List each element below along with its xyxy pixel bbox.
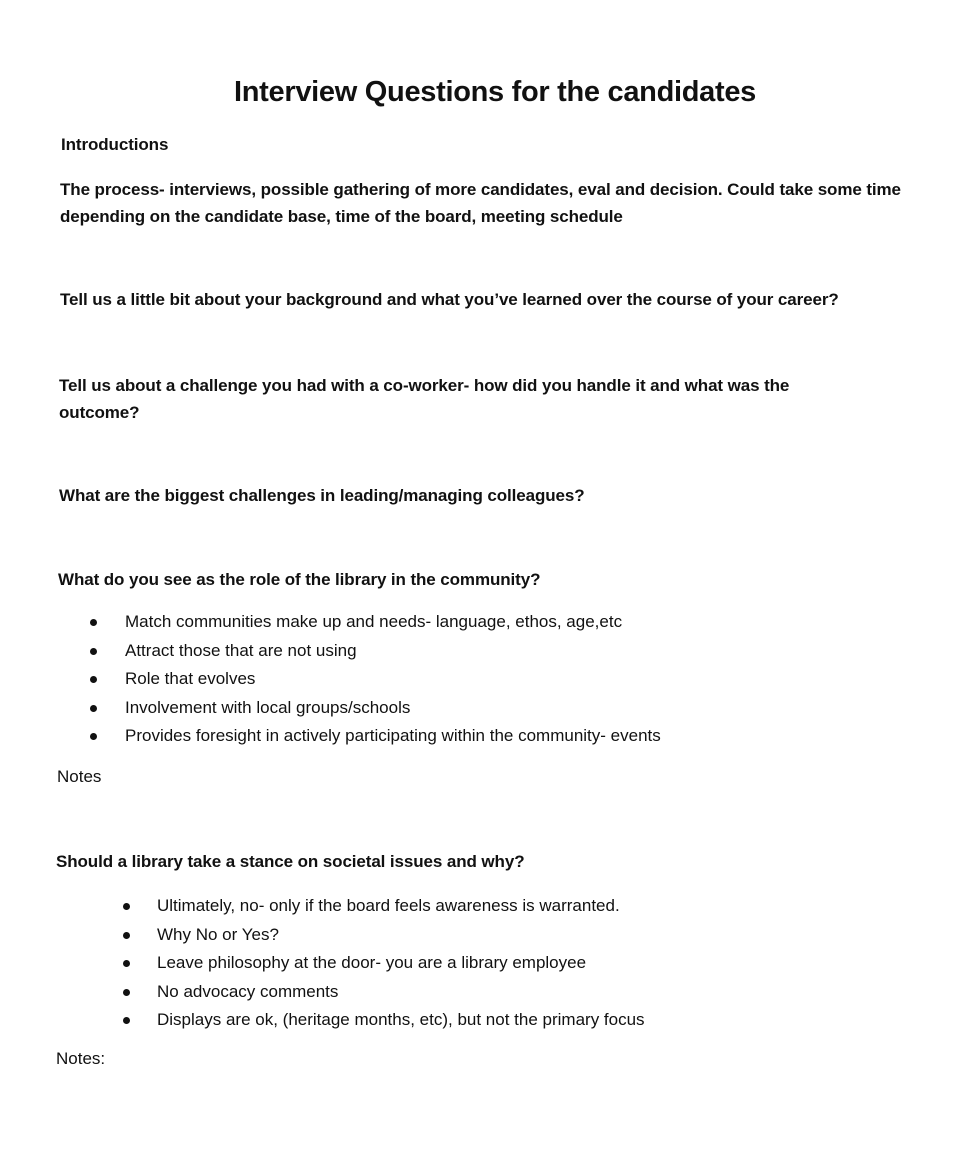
- question-background: Tell us a little bit about your background and what you’ve learned over the course of your career?: [60, 290, 839, 309]
- list-item: Leave philosophy at the door- you are a library employee: [123, 949, 645, 978]
- question-leading-challenges: What are the biggest challenges in leading/managing colleagues?: [59, 486, 585, 505]
- question-library-role: What do you see as the role of the library in the community?: [58, 570, 541, 589]
- notes-label: Notes: [57, 767, 102, 786]
- bullet-icon: [123, 903, 130, 910]
- list-item: Provides foresight in actively participating within the community- events: [90, 722, 661, 751]
- list-item: Ultimately, no- only if the board feels awareness is warranted.: [123, 892, 645, 921]
- bullet-icon: [123, 960, 130, 967]
- list-item: Attract those that are not using: [90, 637, 661, 666]
- library-role-bullet-list: [90, 608, 661, 751]
- notes-label: Notes:: [56, 1049, 106, 1068]
- list-item: Match communities make up and needs- language, ethos, age,etc: [90, 608, 661, 637]
- question-societal-stance: Should a library take a stance on societal issues and why?: [56, 852, 525, 871]
- bullet-icon: [123, 989, 130, 996]
- bullet-icon: [123, 1017, 130, 1024]
- bullet-icon: [90, 733, 97, 740]
- bullet-icon: [90, 676, 97, 683]
- list-item: No advocacy comments: [123, 978, 645, 1007]
- societal-stance-bullet-list: [123, 892, 645, 1035]
- question-coworker-challenge: Tell us about a challenge you had with a co-worker- how did you handle it and what was the outcome?: [59, 376, 790, 422]
- bullet-icon: [123, 932, 130, 939]
- bullet-icon: [90, 648, 97, 655]
- bullet-icon: [90, 619, 97, 626]
- introductions-heading: Introductions: [61, 135, 169, 154]
- document-title: Interview Questions for the candidates: [234, 76, 756, 108]
- list-item: Displays are ok, (heritage months, etc), but not the primary focus: [123, 1006, 645, 1035]
- list-item: Role that evolves: [90, 665, 661, 694]
- list-item: Involvement with local groups/schools: [90, 694, 661, 723]
- list-item: Why No or Yes?: [123, 921, 645, 950]
- process-paragraph: The process- interviews, possible gathering of more candidates, eval and decision. Could take some time depending on the candidate base, time of the board, meeting schedule: [60, 180, 901, 226]
- bullet-icon: [90, 705, 97, 712]
